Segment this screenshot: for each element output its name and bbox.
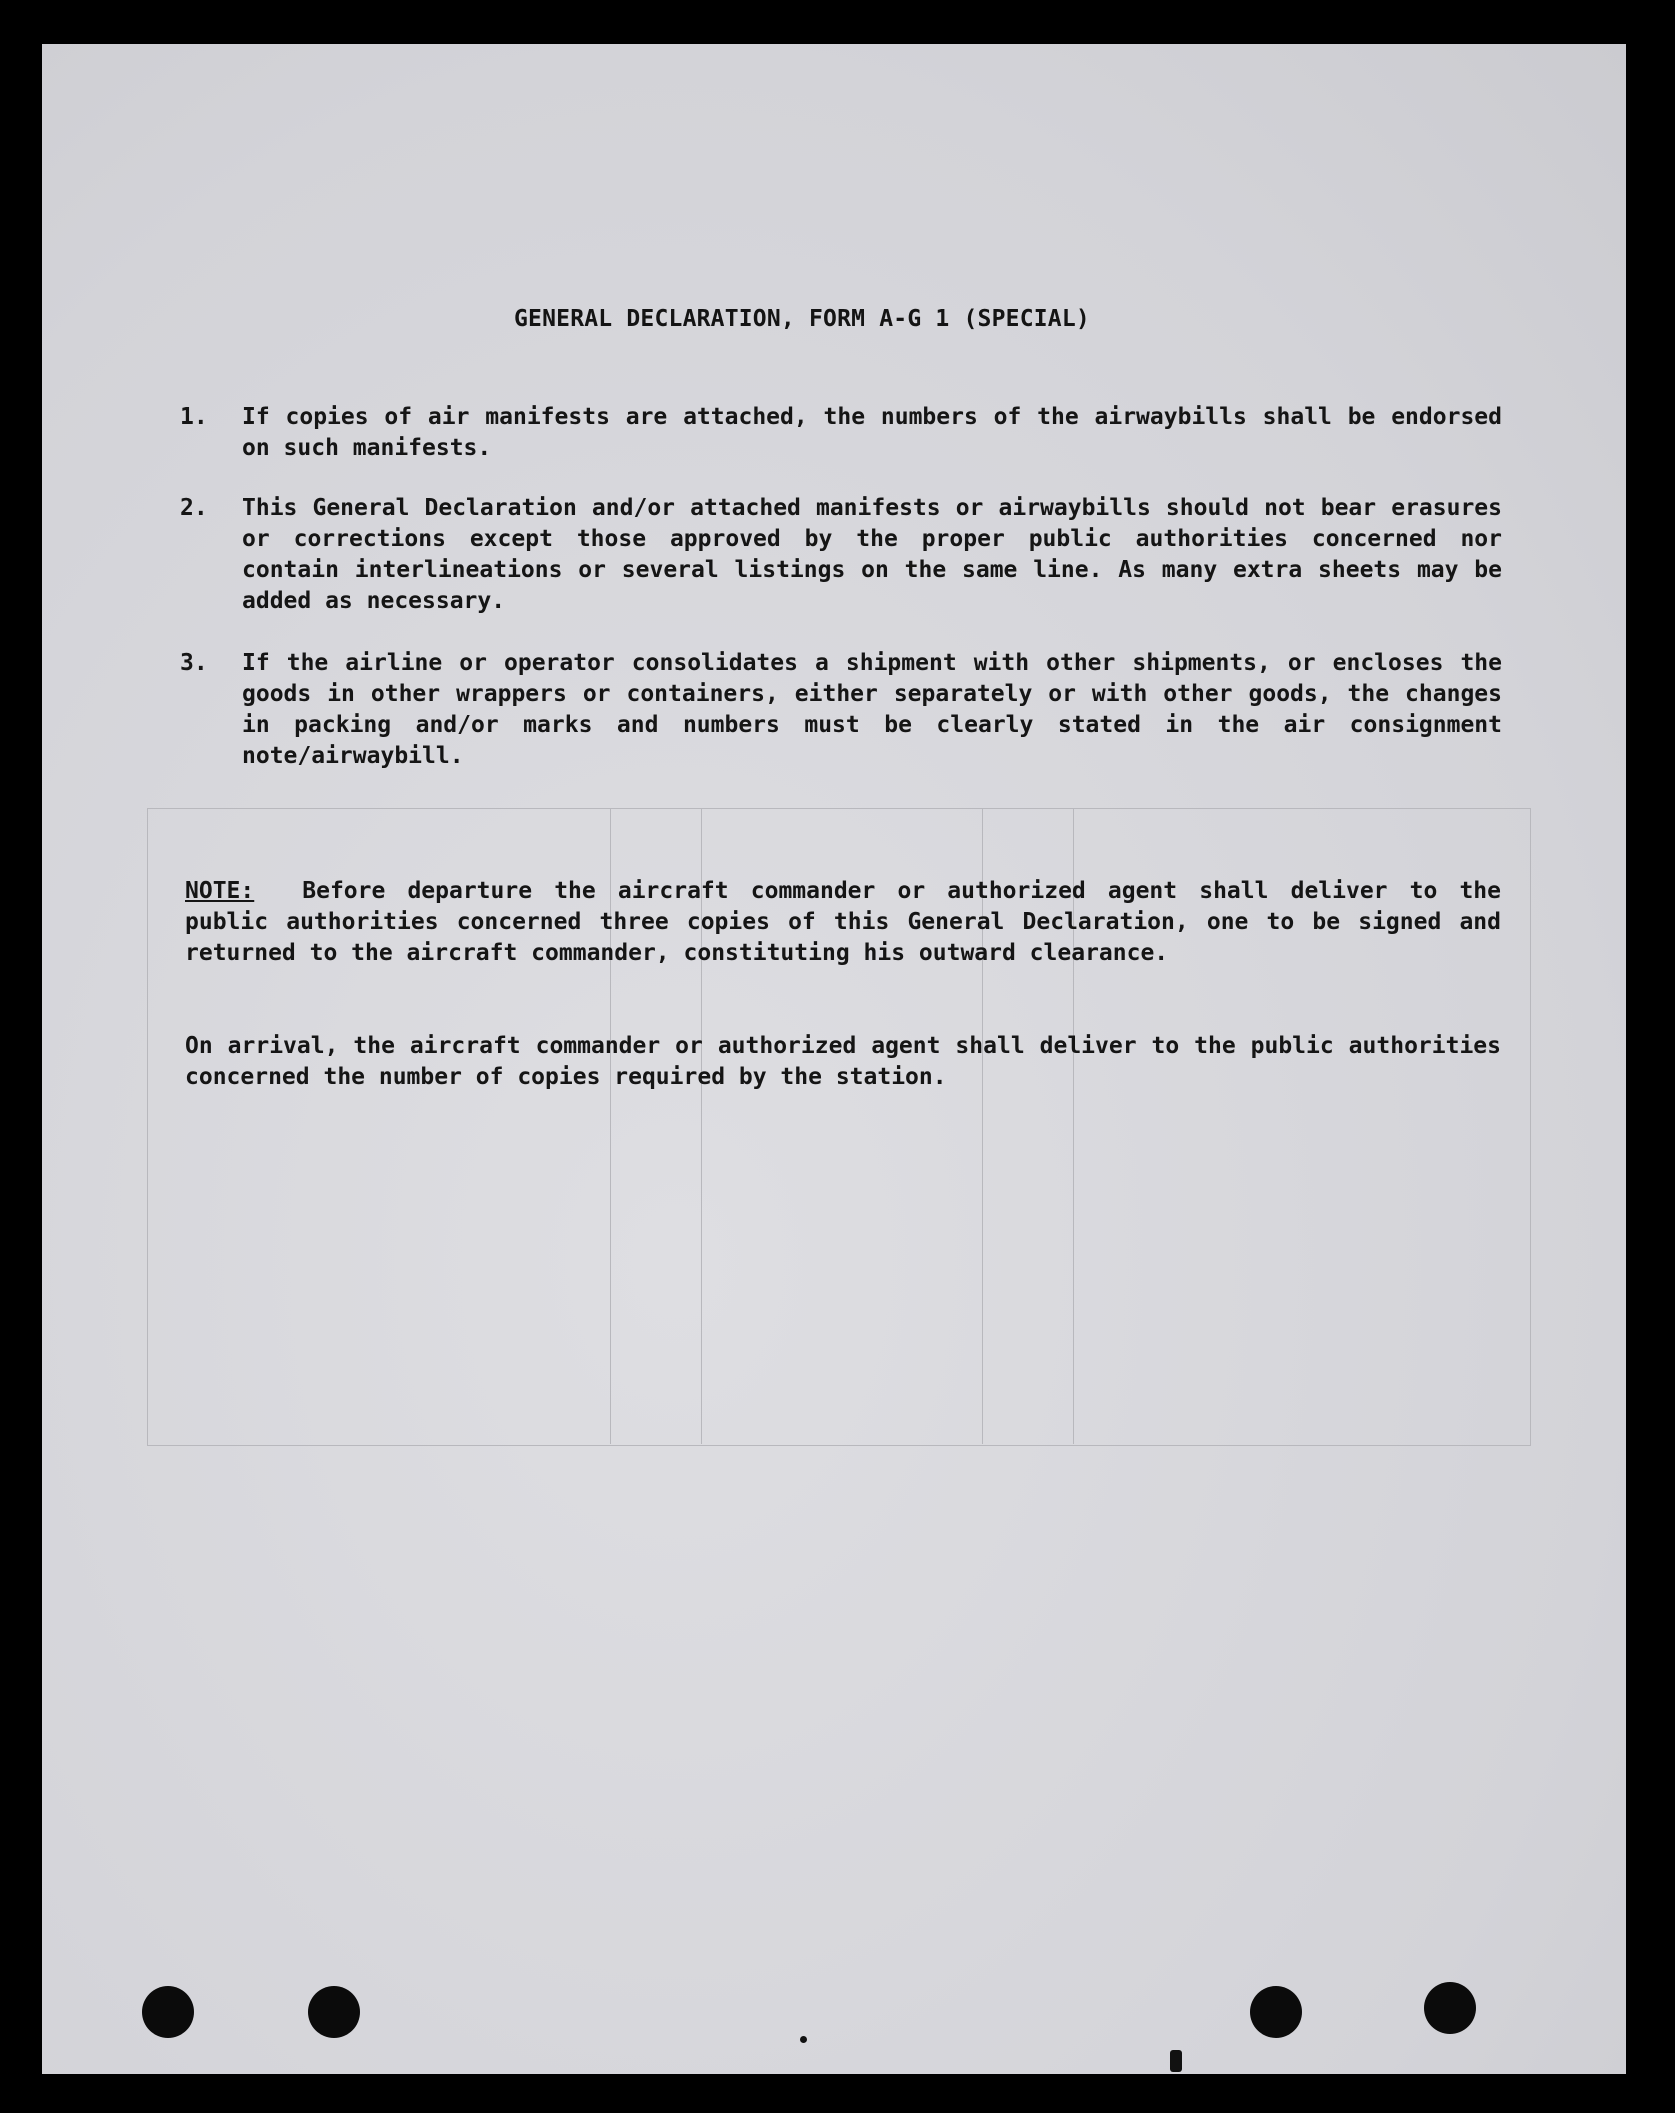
instruction-item-2 (180, 493, 1510, 617)
arrival-paragraph: On arrival, the aircraft commander or authorized agent shall deliver to the public authorities concerned the number of copies required by the station. (185, 1033, 1501, 1090)
item-text: This General Declaration and/or attached manifests or airwaybills should not bear erasures or corrections except those approved by the proper public authorities concerned nor contain interlineations or several listings on the same line. As many extra sheets may be added as necessary. (242, 495, 1502, 614)
punch-hole (1424, 1982, 1476, 2034)
ink-speck (800, 2036, 807, 2043)
item-text: If the airline or operator consolidates a shipment with other shipments, or encloses the goods in other wrappers or containers, either separately or with other goods, the changes in packing and/or marks and numbers must be clearly stated in the air consignment note/airwaybill. (242, 650, 1502, 769)
item-number: 1. (180, 404, 208, 430)
ink-speck (1170, 2050, 1182, 2072)
note-label: NOTE: (185, 878, 255, 904)
item-number: 2. (180, 495, 208, 521)
note-text: Before departure the aircraft commander or authorized agent shall deliver to the public authorities concerned three copies of this General Declaration, one to be signed and returned to the aircraft commander, constituting his outward clearance. (185, 878, 1501, 966)
item-text: If copies of air manifests are attached, the numbers of the airwaybills shall be endorsed on such manifests. (242, 404, 1502, 461)
document-title: GENERAL DECLARATION, FORM A-G 1 (SPECIAL) (514, 306, 1090, 332)
punch-hole (142, 1986, 194, 2038)
item-number: 3. (180, 650, 208, 676)
instruction-item-3 (180, 648, 1510, 772)
instruction-item-1 (180, 402, 1510, 466)
punch-hole (1250, 1986, 1302, 2038)
note-paragraph (185, 876, 1501, 969)
document-page (42, 44, 1626, 2074)
punch-hole (308, 1986, 360, 2038)
